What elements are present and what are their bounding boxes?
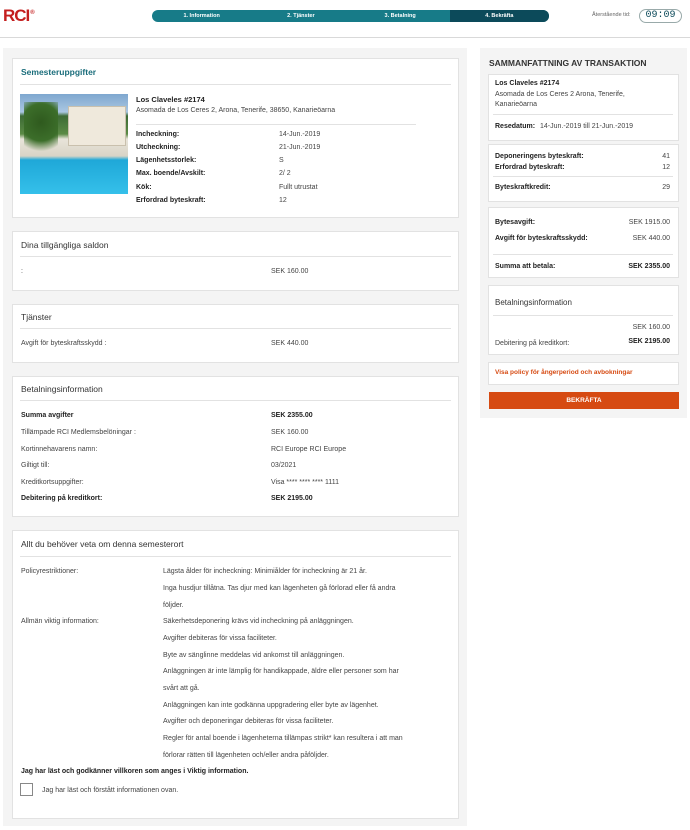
payment-row-value: SEK 2355.00 bbox=[271, 412, 313, 419]
summary-resort-name: Los Claveles #2174 bbox=[495, 80, 560, 87]
step-information: 1. Information bbox=[183, 13, 220, 19]
payment-row-label: Kortinnehavarens namn: bbox=[21, 446, 98, 453]
payment-row-value: RCI Europe RCI Europe bbox=[271, 446, 347, 453]
payment-row-label: Kreditkortsuppgifter: bbox=[21, 479, 84, 486]
resort-section-title: Semesteruppgifter bbox=[21, 67, 97, 77]
step-payment: 3. Betalning bbox=[384, 13, 416, 19]
required-label: Erfordrad byteskraft: bbox=[495, 164, 565, 171]
detail-label: Kök: bbox=[136, 184, 152, 191]
protect-value: SEK 440.00 bbox=[632, 235, 670, 242]
detail-label: Max. boende/Avskilt: bbox=[136, 170, 206, 177]
services-label: Avgift för byteskraftsskydd : bbox=[21, 340, 107, 347]
header bbox=[0, 0, 690, 38]
payment-row-label: Tillämpade RCI Medlemsbelöningar : bbox=[21, 429, 136, 436]
general-line: Byte av sänglinne meddelas vid ankomst till anläggningen. bbox=[163, 652, 345, 659]
detail-label: Utcheckning: bbox=[136, 144, 181, 151]
credit-value: 29 bbox=[662, 184, 670, 191]
travel-label: Resedatum: bbox=[495, 123, 536, 130]
deposit-label: Deponeringens byteskraft: bbox=[495, 153, 584, 160]
credit-label: Byteskraftkredit: bbox=[495, 184, 551, 191]
payment-row-value: Visa **** **** **** 1111 bbox=[271, 479, 339, 486]
detail-value: Fullt utrustat bbox=[279, 184, 318, 191]
general-line: Avgifter debiteras för vissa faciliteter. bbox=[163, 635, 277, 642]
balances-label: : bbox=[21, 268, 23, 275]
step-confirm: 4. Bekräfta bbox=[450, 10, 549, 22]
general-line: Anläggningen är inte lämplig för handikappade, äldre eller personer som har bbox=[163, 668, 399, 675]
general-label: Allmän viktig information: bbox=[21, 618, 99, 625]
balances-value: SEK 160.00 bbox=[271, 268, 309, 275]
deposit-value: 41 bbox=[662, 153, 670, 160]
fee-value: SEK 1915.00 bbox=[628, 219, 670, 226]
total-value: SEK 2355.00 bbox=[628, 263, 670, 270]
agree-checkbox[interactable] bbox=[20, 783, 33, 796]
rci-logo[interactable]: RCI® bbox=[3, 6, 35, 25]
divider bbox=[493, 176, 673, 177]
protect-label: Avgift för byteskraftsskydd: bbox=[495, 235, 588, 242]
total-label: Summa att betala: bbox=[495, 263, 556, 270]
payment-row-label: Debitering på kreditkort: bbox=[21, 495, 103, 502]
balances-title: Dina tillgängliga saldon bbox=[21, 240, 109, 250]
divider bbox=[20, 400, 451, 401]
payment-row-value: SEK 160.00 bbox=[271, 429, 309, 436]
required-value: 12 bbox=[662, 164, 670, 171]
divider bbox=[136, 124, 416, 125]
summary-title: SAMMANFATTNING AV TRANSAKTION bbox=[489, 58, 647, 68]
general-line: Avgifter och deponeringar debiteras för vissa faciliteter. bbox=[163, 718, 334, 725]
charge-label: Debitering på kreditkort: bbox=[495, 340, 570, 347]
resort-address: Asomada de Los Ceres 2, Arona, Tenerife, 38650, Kanarieöarna bbox=[136, 107, 336, 114]
summary-address-1: Asomada de Los Ceres 2 Arona, Tenerife, bbox=[495, 91, 625, 98]
policy-line: följder. bbox=[163, 602, 184, 609]
agree-text: Jag har läst och godkänner villkoren som anges i Viktig information. bbox=[21, 768, 249, 775]
services-title: Tjänster bbox=[21, 312, 52, 322]
checkbox-label: Jag har läst och förstått informationen ovan. bbox=[42, 787, 179, 794]
general-line: förlorar rätten till lägenheten och/eller andra påföljder. bbox=[163, 752, 329, 759]
resort-photo bbox=[20, 94, 128, 194]
services-value: SEK 440.00 bbox=[271, 340, 309, 347]
summary-payinfo-title: Betalningsinformation bbox=[495, 298, 572, 307]
general-line: svårt att gå. bbox=[163, 685, 200, 692]
detail-value: 14-Jun.-2019 bbox=[279, 131, 321, 138]
divider bbox=[20, 556, 451, 557]
detail-value: 2/ 2 bbox=[279, 170, 291, 177]
payment-title: Betalningsinformation bbox=[21, 384, 103, 394]
payment-row-label: Giltigt till: bbox=[21, 462, 50, 469]
divider bbox=[20, 84, 451, 85]
divider bbox=[20, 256, 451, 257]
detail-value: 12 bbox=[279, 197, 287, 204]
policy-label: Policyrestriktioner: bbox=[21, 568, 79, 575]
progress-steps bbox=[152, 10, 549, 22]
general-line: Säkerhetsdeponering krävs vid incheckning på anläggningen. bbox=[163, 618, 354, 625]
fee-label: Bytesavgift: bbox=[495, 219, 536, 226]
divider bbox=[493, 315, 673, 316]
policy-line: Inga husdjur tillåtna. Tas djur med kan lägenheten gå förlorad eller få andra bbox=[163, 585, 396, 592]
payment-row-value: SEK 2195.00 bbox=[271, 495, 313, 502]
confirm-button[interactable]: BEKRÄFTA bbox=[489, 392, 679, 409]
payment-row-value: 03/2021 bbox=[271, 462, 297, 469]
detail-value: 21-Jun.-2019 bbox=[279, 144, 321, 151]
step-services: 2. Tjänster bbox=[287, 13, 315, 19]
cancellation-policy-link[interactable]: Visa policy för ångerperiod och avbokningar bbox=[495, 369, 633, 376]
timer-value: 09:09 bbox=[639, 9, 682, 23]
detail-label: Lägenhetsstorlek: bbox=[136, 157, 197, 164]
charge-value: SEK 2195.00 bbox=[628, 338, 670, 345]
divider bbox=[493, 114, 673, 115]
info-title: Allt du behöver veta om denna semesterort bbox=[21, 539, 184, 549]
timer-label: Återstående tid: bbox=[592, 12, 631, 18]
payment-row-label: Summa avgifter bbox=[21, 412, 74, 419]
payinfo-value: SEK 160.00 bbox=[632, 324, 670, 331]
detail-label: Incheckning: bbox=[136, 131, 180, 138]
resort-name: Los Claveles #2174 bbox=[136, 95, 205, 104]
summary-address-2: Kanarieöarna bbox=[495, 101, 538, 108]
policy-line: Lägsta ålder för incheckning: Minimiålder för incheckning är 21 år. bbox=[163, 568, 367, 575]
detail-label: Erfordrad byteskraft: bbox=[136, 197, 206, 204]
general-line: Anläggningen kan inte godkänna uppgradering eller byte av lägenhet. bbox=[163, 702, 379, 709]
divider bbox=[20, 328, 451, 329]
detail-value: S bbox=[279, 157, 284, 164]
general-line: Regler för antal boende i lägenheterna tillämpas strikt* kan resultera i att man bbox=[163, 735, 403, 742]
travel-value: 14-Jun.-2019 till 21-Jun.-2019 bbox=[540, 123, 634, 130]
services-card bbox=[12, 304, 459, 363]
divider bbox=[493, 254, 673, 255]
